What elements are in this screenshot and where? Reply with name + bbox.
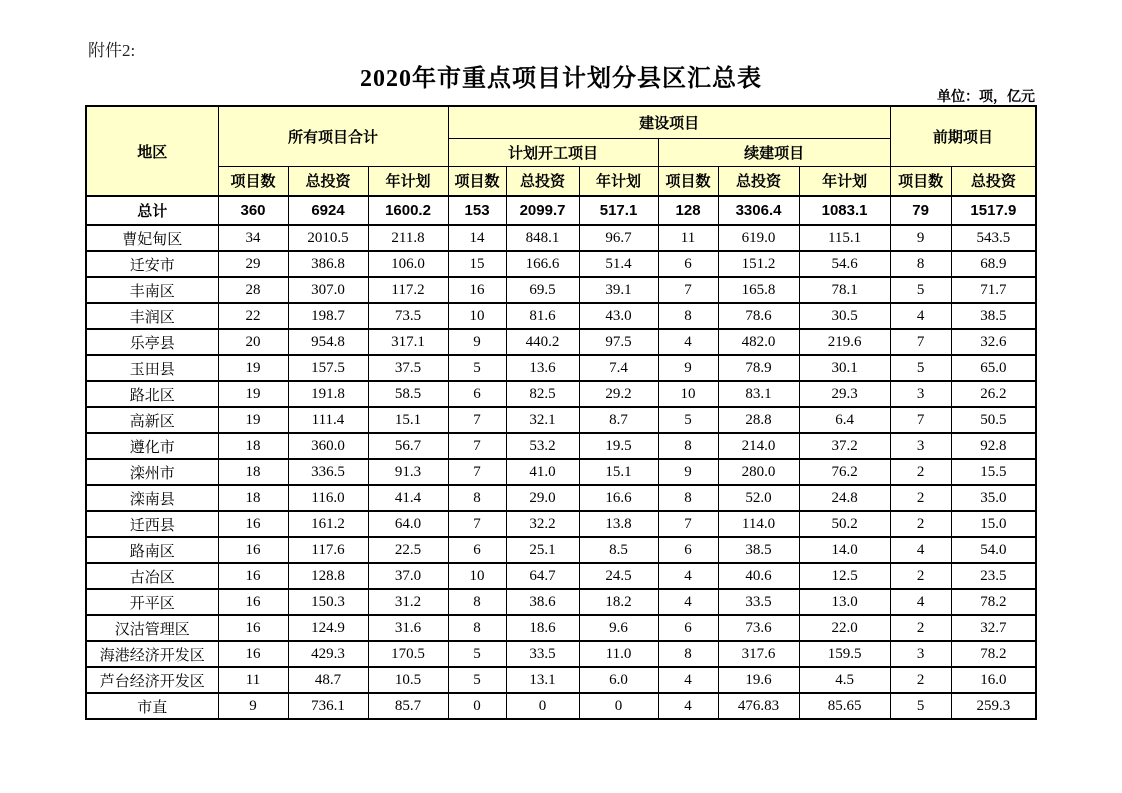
value-cell: 32.2 — [506, 511, 579, 537]
value-cell: 8.7 — [579, 407, 658, 433]
value-cell: 12.5 — [799, 563, 890, 589]
value-cell: 848.1 — [506, 225, 579, 251]
header-cell-planned-start: 计划开工项目 — [448, 138, 658, 166]
value-cell: 24.5 — [579, 563, 658, 589]
table-row — [86, 329, 1036, 355]
value-cell: 280.0 — [718, 459, 799, 485]
value-cell: 81.6 — [506, 303, 579, 329]
table-row — [86, 641, 1036, 667]
value-cell: 19.5 — [579, 433, 658, 459]
value-cell: 40.6 — [718, 563, 799, 589]
value-cell: 23.5 — [951, 563, 1036, 589]
value-cell: 16 — [218, 589, 288, 615]
value-cell: 8 — [890, 251, 951, 277]
header-cell-early-stage: 前期项目 — [890, 106, 1036, 166]
value-cell: 22.5 — [368, 537, 448, 563]
value-cell: 53.2 — [506, 433, 579, 459]
value-cell: 54.0 — [951, 537, 1036, 563]
value-cell: 7 — [448, 433, 506, 459]
value-cell: 3306.4 — [718, 196, 799, 225]
value-cell: 543.5 — [951, 225, 1036, 251]
value-cell: 6 — [448, 381, 506, 407]
value-cell: 71.7 — [951, 277, 1036, 303]
value-cell: 29.0 — [506, 485, 579, 511]
value-cell: 429.3 — [288, 641, 368, 667]
value-cell: 151.2 — [718, 251, 799, 277]
value-cell: 211.8 — [368, 225, 448, 251]
value-cell: 114.0 — [718, 511, 799, 537]
value-cell: 37.5 — [368, 355, 448, 381]
value-cell: 259.3 — [951, 693, 1036, 719]
summary-table — [85, 105, 1037, 720]
value-cell: 6 — [658, 615, 718, 641]
value-cell: 31.2 — [368, 589, 448, 615]
value-cell: 38.6 — [506, 589, 579, 615]
value-cell: 317.6 — [718, 641, 799, 667]
value-cell: 128.8 — [288, 563, 368, 589]
value-cell: 307.0 — [288, 277, 368, 303]
region-cell: 迁西县 — [86, 511, 218, 537]
header-cell-annual-plan: 年计划 — [579, 166, 658, 196]
region-cell: 芦台经济开发区 — [86, 667, 218, 693]
value-cell: 954.8 — [288, 329, 368, 355]
value-cell: 8 — [448, 485, 506, 511]
value-cell: 4 — [890, 537, 951, 563]
value-cell: 29 — [218, 251, 288, 277]
value-cell: 18 — [218, 485, 288, 511]
value-cell: 3 — [890, 641, 951, 667]
region-cell: 乐亭县 — [86, 329, 218, 355]
value-cell: 38.5 — [718, 537, 799, 563]
value-cell: 15.0 — [951, 511, 1036, 537]
header-row-3 — [86, 166, 1036, 196]
value-cell: 19 — [218, 355, 288, 381]
value-cell: 9 — [658, 355, 718, 381]
value-cell: 5 — [448, 355, 506, 381]
value-cell: 6.4 — [799, 407, 890, 433]
region-cell: 迁安市 — [86, 251, 218, 277]
value-cell: 8 — [658, 303, 718, 329]
value-cell: 11 — [218, 667, 288, 693]
value-cell: 4 — [658, 563, 718, 589]
value-cell: 2 — [890, 615, 951, 641]
value-cell: 30.5 — [799, 303, 890, 329]
value-cell: 28 — [218, 277, 288, 303]
region-cell: 市直 — [86, 693, 218, 719]
header-cell-construction: 建设项目 — [448, 106, 890, 138]
header-cell-count: 项目数 — [658, 166, 718, 196]
value-cell: 3 — [890, 433, 951, 459]
value-cell: 7 — [448, 511, 506, 537]
value-cell: 41.0 — [506, 459, 579, 485]
region-cell: 遵化市 — [86, 433, 218, 459]
value-cell: 4 — [658, 693, 718, 719]
value-cell: 37.2 — [799, 433, 890, 459]
value-cell: 29.3 — [799, 381, 890, 407]
value-cell: 82.5 — [506, 381, 579, 407]
region-cell: 高新区 — [86, 407, 218, 433]
value-cell: 30.1 — [799, 355, 890, 381]
value-cell: 13.0 — [799, 589, 890, 615]
value-cell: 386.8 — [288, 251, 368, 277]
value-cell: 14.0 — [799, 537, 890, 563]
value-cell: 8 — [658, 485, 718, 511]
value-cell: 96.7 — [579, 225, 658, 251]
value-cell: 34 — [218, 225, 288, 251]
value-cell: 79 — [890, 196, 951, 225]
region-cell: 路南区 — [86, 537, 218, 563]
value-cell: 2099.7 — [506, 196, 579, 225]
value-cell: 517.1 — [579, 196, 658, 225]
region-cell: 丰润区 — [86, 303, 218, 329]
value-cell: 69.5 — [506, 277, 579, 303]
value-cell: 11.0 — [579, 641, 658, 667]
value-cell: 191.8 — [288, 381, 368, 407]
value-cell: 157.5 — [288, 355, 368, 381]
value-cell: 38.5 — [951, 303, 1036, 329]
table-row — [86, 433, 1036, 459]
value-cell: 214.0 — [718, 433, 799, 459]
table-row — [86, 537, 1036, 563]
value-cell: 8 — [658, 433, 718, 459]
value-cell: 5 — [448, 641, 506, 667]
value-cell: 5 — [890, 277, 951, 303]
region-cell: 滦南县 — [86, 485, 218, 511]
table-row — [86, 303, 1036, 329]
value-cell: 16 — [218, 537, 288, 563]
attachment-label: 附件2: — [88, 41, 136, 60]
table-header — [86, 106, 1036, 196]
value-cell: 9 — [890, 225, 951, 251]
value-cell: 13.1 — [506, 667, 579, 693]
value-cell: 4.5 — [799, 667, 890, 693]
value-cell: 9 — [218, 693, 288, 719]
value-cell: 16 — [448, 277, 506, 303]
value-cell: 2 — [890, 667, 951, 693]
value-cell: 7 — [448, 459, 506, 485]
value-cell: 76.2 — [799, 459, 890, 485]
region-cell: 丰南区 — [86, 277, 218, 303]
unit-note: 单位：项，亿元 — [937, 88, 1035, 104]
header-cell-total-investment: 总投资 — [951, 166, 1036, 196]
value-cell: 219.6 — [799, 329, 890, 355]
value-cell: 317.1 — [368, 329, 448, 355]
value-cell: 19.6 — [718, 667, 799, 693]
header-cell-count: 项目数 — [448, 166, 506, 196]
value-cell: 2 — [890, 485, 951, 511]
header-cell-total-investment: 总投资 — [718, 166, 799, 196]
table-row — [86, 693, 1036, 719]
header-row-1 — [86, 106, 1036, 138]
header-cell-annual-plan: 年计划 — [799, 166, 890, 196]
value-cell: 111.4 — [288, 407, 368, 433]
value-cell: 16 — [218, 615, 288, 641]
value-cell: 31.6 — [368, 615, 448, 641]
value-cell: 165.8 — [718, 277, 799, 303]
value-cell: 13.6 — [506, 355, 579, 381]
value-cell: 10 — [448, 303, 506, 329]
total-row — [86, 196, 1036, 225]
value-cell: 22 — [218, 303, 288, 329]
value-cell: 161.2 — [288, 511, 368, 537]
value-cell: 2 — [890, 511, 951, 537]
value-cell: 18 — [218, 433, 288, 459]
value-cell: 15 — [448, 251, 506, 277]
value-cell: 85.65 — [799, 693, 890, 719]
value-cell: 16 — [218, 641, 288, 667]
header-cell-count: 项目数 — [890, 166, 951, 196]
value-cell: 73.5 — [368, 303, 448, 329]
value-cell: 4 — [658, 589, 718, 615]
value-cell: 78.2 — [951, 641, 1036, 667]
value-cell: 13.8 — [579, 511, 658, 537]
value-cell: 91.3 — [368, 459, 448, 485]
header-cell-annual-plan: 年计划 — [368, 166, 448, 196]
value-cell: 0 — [579, 693, 658, 719]
value-cell: 1517.9 — [951, 196, 1036, 225]
value-cell: 37.0 — [368, 563, 448, 589]
value-cell: 6.0 — [579, 667, 658, 693]
table-row — [86, 563, 1036, 589]
header-cell-count: 项目数 — [218, 166, 288, 196]
value-cell: 7 — [890, 407, 951, 433]
value-cell: 2 — [890, 563, 951, 589]
page-title: 2020年市重点项目计划分县区汇总表 — [360, 66, 762, 92]
value-cell: 64.0 — [368, 511, 448, 537]
value-cell: 39.1 — [579, 277, 658, 303]
value-cell: 7 — [658, 277, 718, 303]
value-cell: 4 — [890, 589, 951, 615]
value-cell: 24.8 — [799, 485, 890, 511]
value-cell: 22.0 — [799, 615, 890, 641]
value-cell: 51.4 — [579, 251, 658, 277]
value-cell: 159.5 — [799, 641, 890, 667]
value-cell: 43.0 — [579, 303, 658, 329]
value-cell: 97.5 — [579, 329, 658, 355]
value-cell: 9.6 — [579, 615, 658, 641]
region-cell: 总计 — [86, 196, 218, 225]
region-cell: 海港经济开发区 — [86, 641, 218, 667]
value-cell: 336.5 — [288, 459, 368, 485]
value-cell: 9 — [448, 329, 506, 355]
value-cell: 35.0 — [951, 485, 1036, 511]
value-cell: 2010.5 — [288, 225, 368, 251]
value-cell: 56.7 — [368, 433, 448, 459]
value-cell: 52.0 — [718, 485, 799, 511]
value-cell: 117.2 — [368, 277, 448, 303]
value-cell: 50.5 — [951, 407, 1036, 433]
value-cell: 1083.1 — [799, 196, 890, 225]
value-cell: 6 — [658, 537, 718, 563]
value-cell: 5 — [448, 667, 506, 693]
value-cell: 14 — [448, 225, 506, 251]
value-cell: 0 — [448, 693, 506, 719]
region-cell: 古冶区 — [86, 563, 218, 589]
value-cell: 28.8 — [718, 407, 799, 433]
value-cell: 124.9 — [288, 615, 368, 641]
header-cell-total-investment: 总投资 — [506, 166, 579, 196]
value-cell: 78.1 — [799, 277, 890, 303]
value-cell: 8 — [448, 589, 506, 615]
value-cell: 18.6 — [506, 615, 579, 641]
value-cell: 0 — [506, 693, 579, 719]
value-cell: 170.5 — [368, 641, 448, 667]
table-row — [86, 511, 1036, 537]
value-cell: 18 — [218, 459, 288, 485]
region-cell: 玉田县 — [86, 355, 218, 381]
region-cell: 路北区 — [86, 381, 218, 407]
value-cell: 19 — [218, 381, 288, 407]
value-cell: 16 — [218, 563, 288, 589]
region-cell: 曹妃甸区 — [86, 225, 218, 251]
table-row — [86, 277, 1036, 303]
value-cell: 9 — [658, 459, 718, 485]
value-cell: 10 — [448, 563, 506, 589]
header-cell-total-investment: 总投资 — [288, 166, 368, 196]
value-cell: 106.0 — [368, 251, 448, 277]
value-cell: 78.2 — [951, 589, 1036, 615]
value-cell: 5 — [890, 355, 951, 381]
value-cell: 18.2 — [579, 589, 658, 615]
table-row — [86, 615, 1036, 641]
value-cell: 6924 — [288, 196, 368, 225]
value-cell: 6 — [658, 251, 718, 277]
region-cell: 汉沽管理区 — [86, 615, 218, 641]
table-row — [86, 381, 1036, 407]
value-cell: 33.5 — [718, 589, 799, 615]
value-cell: 4 — [658, 667, 718, 693]
value-cell: 5 — [658, 407, 718, 433]
value-cell: 1600.2 — [368, 196, 448, 225]
value-cell: 166.6 — [506, 251, 579, 277]
value-cell: 78.9 — [718, 355, 799, 381]
value-cell: 73.6 — [718, 615, 799, 641]
value-cell: 83.1 — [718, 381, 799, 407]
value-cell: 33.5 — [506, 641, 579, 667]
table-row — [86, 355, 1036, 381]
value-cell: 32.1 — [506, 407, 579, 433]
table-row — [86, 407, 1036, 433]
value-cell: 32.7 — [951, 615, 1036, 641]
value-cell: 50.2 — [799, 511, 890, 537]
value-cell: 2 — [890, 459, 951, 485]
value-cell: 16.6 — [579, 485, 658, 511]
value-cell: 92.8 — [951, 433, 1036, 459]
header-cell-region: 地区 — [86, 106, 218, 196]
value-cell: 476.83 — [718, 693, 799, 719]
header-cell-continued: 续建项目 — [658, 138, 890, 166]
value-cell: 8 — [658, 641, 718, 667]
table-row — [86, 251, 1036, 277]
value-cell: 360 — [218, 196, 288, 225]
value-cell: 8 — [448, 615, 506, 641]
value-cell: 153 — [448, 196, 506, 225]
value-cell: 65.0 — [951, 355, 1036, 381]
value-cell: 11 — [658, 225, 718, 251]
table-row — [86, 589, 1036, 615]
value-cell: 29.2 — [579, 381, 658, 407]
value-cell: 619.0 — [718, 225, 799, 251]
value-cell: 116.0 — [288, 485, 368, 511]
value-cell: 8.5 — [579, 537, 658, 563]
value-cell: 482.0 — [718, 329, 799, 355]
value-cell: 5 — [890, 693, 951, 719]
value-cell: 736.1 — [288, 693, 368, 719]
value-cell: 58.5 — [368, 381, 448, 407]
value-cell: 7 — [448, 407, 506, 433]
value-cell: 16 — [218, 511, 288, 537]
value-cell: 48.7 — [288, 667, 368, 693]
value-cell: 78.6 — [718, 303, 799, 329]
value-cell: 85.7 — [368, 693, 448, 719]
value-cell: 32.6 — [951, 329, 1036, 355]
header-cell-all-projects: 所有项目合计 — [218, 106, 448, 166]
table-row — [86, 485, 1036, 511]
value-cell: 10 — [658, 381, 718, 407]
value-cell: 15.5 — [951, 459, 1036, 485]
table-row — [86, 459, 1036, 485]
value-cell: 150.3 — [288, 589, 368, 615]
value-cell: 64.7 — [506, 563, 579, 589]
value-cell: 4 — [890, 303, 951, 329]
value-cell: 440.2 — [506, 329, 579, 355]
value-cell: 128 — [658, 196, 718, 225]
value-cell: 41.4 — [368, 485, 448, 511]
value-cell: 54.6 — [799, 251, 890, 277]
value-cell: 3 — [890, 381, 951, 407]
value-cell: 26.2 — [951, 381, 1036, 407]
value-cell: 6 — [448, 537, 506, 563]
value-cell: 19 — [218, 407, 288, 433]
table-body — [86, 196, 1036, 719]
value-cell: 20 — [218, 329, 288, 355]
value-cell: 115.1 — [799, 225, 890, 251]
value-cell: 15.1 — [368, 407, 448, 433]
value-cell: 15.1 — [579, 459, 658, 485]
value-cell: 10.5 — [368, 667, 448, 693]
value-cell: 7 — [890, 329, 951, 355]
value-cell: 198.7 — [288, 303, 368, 329]
value-cell: 68.9 — [951, 251, 1036, 277]
value-cell: 360.0 — [288, 433, 368, 459]
value-cell: 7.4 — [579, 355, 658, 381]
table-row — [86, 225, 1036, 251]
region-cell: 开平区 — [86, 589, 218, 615]
value-cell: 7 — [658, 511, 718, 537]
table-row — [86, 667, 1036, 693]
region-cell: 滦州市 — [86, 459, 218, 485]
value-cell: 117.6 — [288, 537, 368, 563]
value-cell: 25.1 — [506, 537, 579, 563]
value-cell: 4 — [658, 329, 718, 355]
value-cell: 16.0 — [951, 667, 1036, 693]
